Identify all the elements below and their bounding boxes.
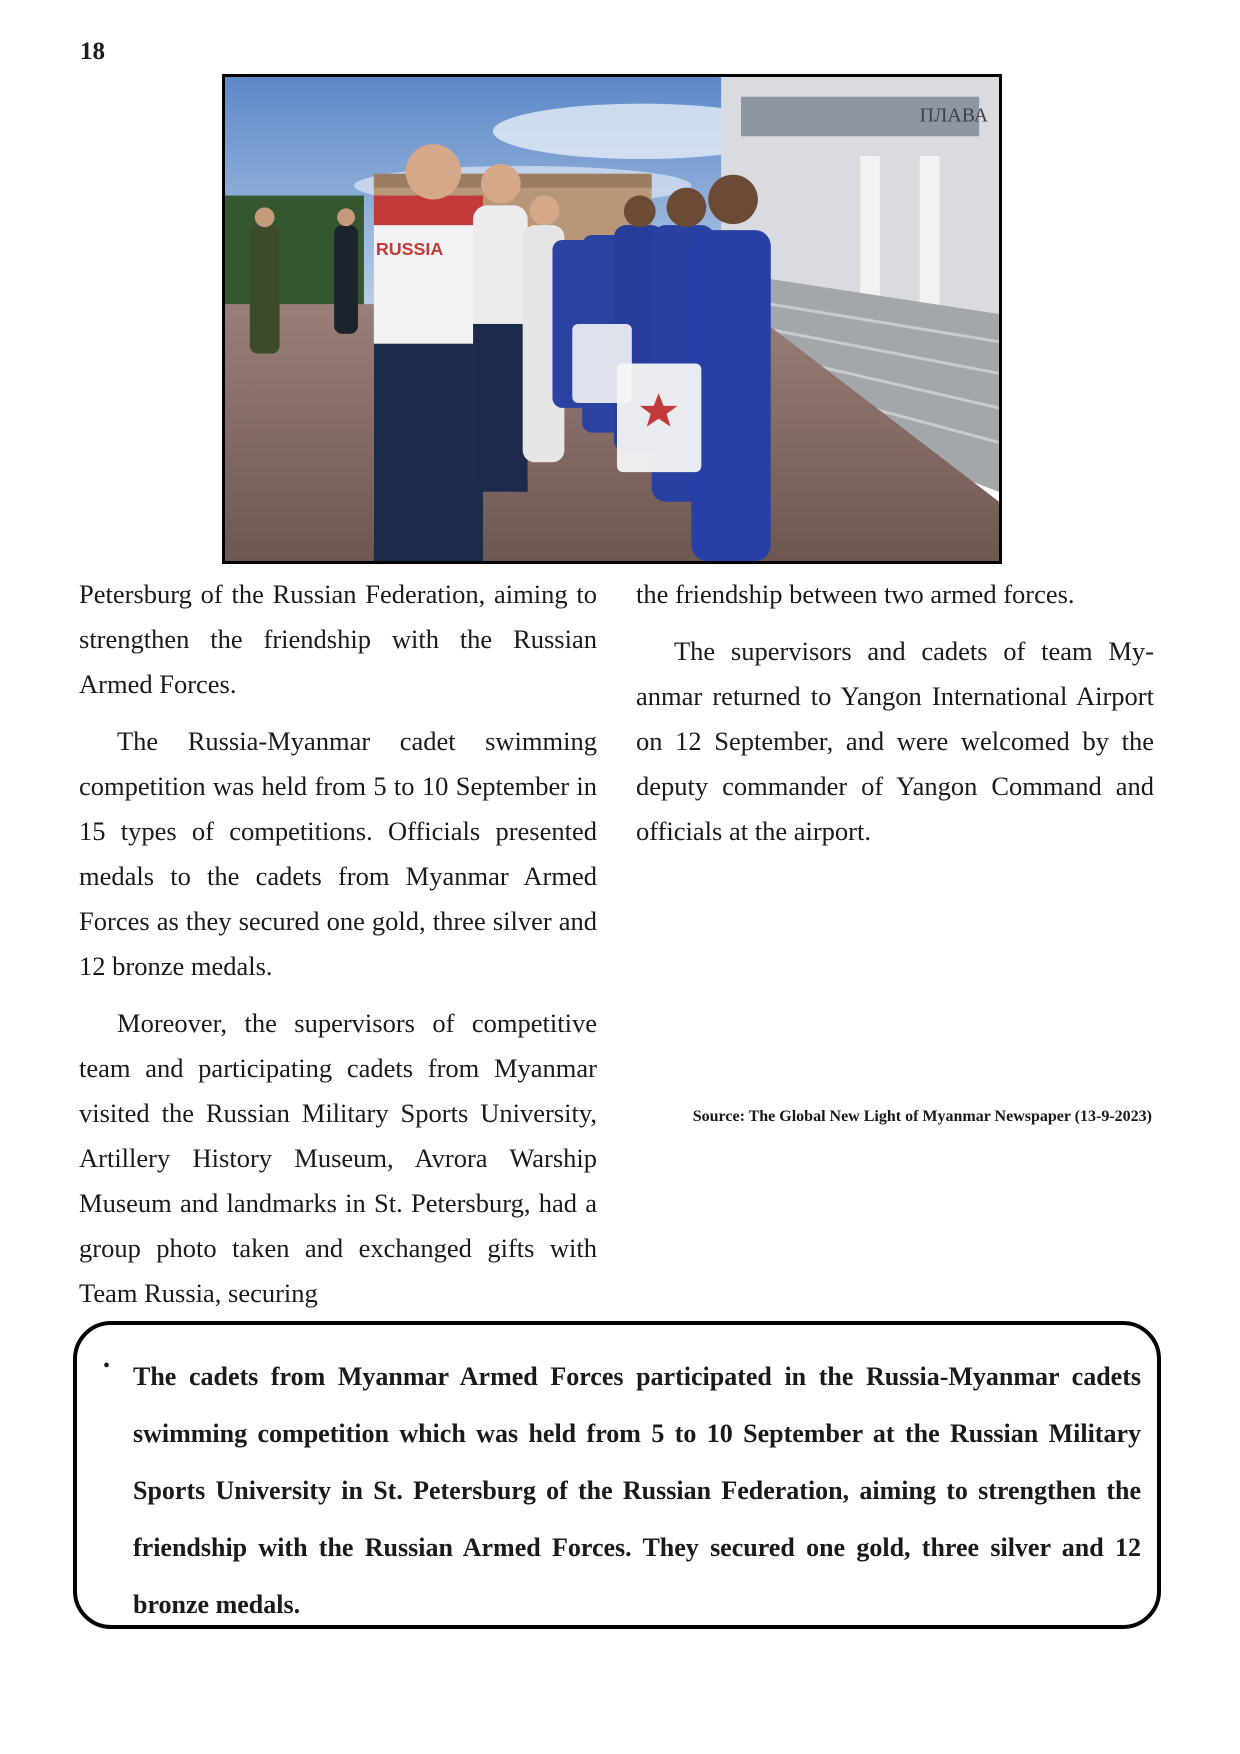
source-citation: Source: The Global New Light of Myanmar Newspaper (13-9-2023) xyxy=(692,1108,1152,1125)
article-paragraph: Petersburg of the Russian Federation, aiming to strengthen the friendship with the Russian Armed Forces. xyxy=(79,579,597,699)
article-left-column xyxy=(79,572,597,1328)
summary-text: The cadets from Myanmar Armed Forces participated in the Russia-Myanmar cadets swimming competition which was held from 5 to 10 September at the Russian Military Sports University in St. Petersburg of the Russian Federation, aiming to strengthen the friendship with the Russian Armed Forces. They secured one gold, three silver and 12 bronze medals. xyxy=(133,1362,1141,1619)
officer xyxy=(334,225,358,334)
page-number: 18 xyxy=(80,38,105,65)
building-column xyxy=(860,156,880,304)
article-paragraph: the friendship between two armed forces. xyxy=(636,579,1075,609)
jacket-lettering: RUSSIA xyxy=(375,238,444,259)
article-paragraph: The supervisors and cadets of team Myanmar returned to Yangon International Airport on 12 September, and were welcomed by the deputy commander of Yangon Command and officials at the airport. xyxy=(636,636,1154,846)
article-right-column xyxy=(636,572,1154,866)
article-photo xyxy=(222,74,1002,564)
summary-box xyxy=(73,1321,1161,1629)
cadets-exchange-gifts-photo xyxy=(225,77,999,561)
article-paragraph: The Russia-Myanmar cadet swimming competition was held from 5 to 10 September in 15 types of competitions. Officials presented medals to the cadets from Myanmar Armed Forces as they secured one gold, three silver and 12 bronze medals. xyxy=(79,726,597,981)
myanmar-cadet xyxy=(691,230,770,561)
article-paragraph: Moreover, the supervisors of competitive team and participating cadets from Myanmar visited the Russian Military Sports University, Artillery History Museum, Avrora Warship Museum and landmarks in St. Petersburg, had a group photo taken and exchanged gifts with Team Russia, securing xyxy=(79,1008,597,1308)
building-column xyxy=(920,156,940,314)
bullet-icon: • xyxy=(103,1355,111,1377)
officer xyxy=(250,225,280,353)
building-lettering: ПЛАВА xyxy=(919,104,989,127)
